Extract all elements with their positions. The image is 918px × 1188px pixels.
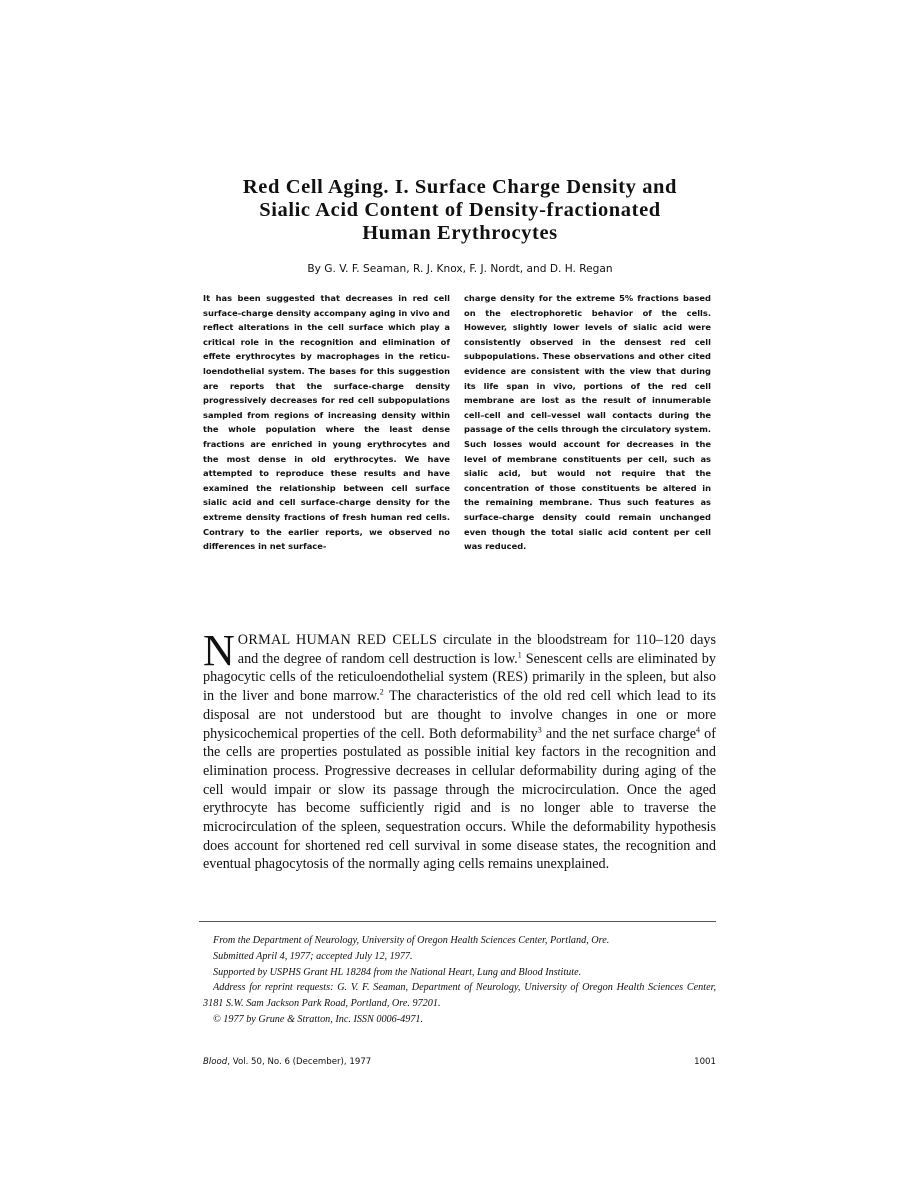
- reference-marker: 2: [379, 687, 384, 697]
- title-line: Sialic Acid Content of Density-fractionated: [259, 199, 661, 221]
- citation-details: , Vol. 50, No. 6 (December), 1977: [227, 1057, 372, 1067]
- title-line: Human Erythrocytes: [362, 222, 558, 244]
- journal-citation: [203, 1057, 371, 1067]
- title-line: Red Cell Aging. I. Surface Charge Density and: [242, 176, 678, 198]
- body-segment: and the net surface charge: [541, 725, 697, 742]
- introduction-paragraph: [203, 626, 717, 874]
- page-number: 1001: [694, 1057, 716, 1067]
- article-title: [200, 176, 720, 245]
- footnote-affiliation: From the Department of Neurology, University of Oregon Health Sciences Center, Portland, Ore.: [213, 935, 610, 946]
- footnote-address: Address for reprint requests: G. V. F. Seaman, Department of Neurology, University of Oregon Health Sciences Center, 3181 S.W. Sam Jackson Park Road, Portland, Ore. 97201.: [203, 982, 716, 1010]
- footnote-submitted: Submitted April 4, 1977; accepted July 12, 1977.: [213, 950, 413, 962]
- body-segment: Senescent cells are eliminated by phagocytic cells of the reticuloendothelial system (RES) primarily in the spleen, but also in the liver and bone marrow.: [203, 650, 716, 705]
- journal-name: Blood: [203, 1057, 228, 1067]
- reference-marker: 1: [517, 649, 522, 659]
- drop-cap: N: [203, 626, 235, 675]
- footnotes: [203, 933, 716, 1028]
- page-footer: [203, 1057, 716, 1067]
- reference-marker: 4: [696, 724, 701, 734]
- footnote-divider: [199, 921, 716, 922]
- reference-marker: 3: [537, 724, 542, 734]
- lead-in-text: ORMAL HUMAN RED CELLS: [237, 632, 438, 648]
- author-byline: By G. V. F. Seaman, R. J. Knox, F. J. Nordt, and D. H. Regan: [307, 263, 613, 275]
- footnote-copyright: © 1977 by Grune & Stratton, Inc. ISSN 0006-4971.: [213, 1013, 424, 1025]
- abstract-left-column: It has been suggested that decreases in red cell surface-charge density accompany aging in vivo and reflect alterations in the cell surface which play a critical role in the recognition and elimination of effete erythrocytes by macrophages in the reticuloendothelial system. The bases for this suggestion are reports that the surface-charge density progressively decreases for red cell subpopulations sampled from regions of increasing density within the whole population where the least dense fractions are enriched in young erythrocytes and the most dense in old erythrocytes. We have attempted to reproduce these results and have examined the relationship between cell surface sialic acid and cell surface-charge density for the extreme density fractions of fresh human red cells. Contrary to the earlier reports, we observed no differences in net surface-: [203, 293, 450, 552]
- footnote-support: Supported by USPHS Grant HL 18284 from the National Heart, Lung and Blood Institute.: [213, 966, 582, 978]
- body-segment: The characteristics of the old red cell which lead to its disposal are not understood but are thought to involve changes in one or more physicochemical properties of the cell. Both deformability: [203, 688, 716, 742]
- body-segment: of the cells are properties postulated as possible initial key factors in the recognition and elimination process. Progressive decreases in cellular deformability during aging of the cell would impair or slow its passage through the microcirculation. Once the aged erythrocyte has become sufficiently rigid and is no longer able to traverse the microcirculation of the spleen, sequestration occurs. While the deformability hypothesis does account for shortened red cell survival in some disease states, the recognition and eventual phagocytosis of the normally aging cells remains unexplained.: [203, 725, 716, 873]
- abstract-right-column: charge density for the extreme 5% fractions based on the electrophoretic behavior of the cells. However, slightly lower levels of sialic acid were consistently observed in the densest red cell subpopulations. These observations and other cited evidence are consistent with the view that during its life span in vivo, portions of the red cell membrane are lost as the result of innumerable cell–cell and cell–vessel wall contacts during the passage of the cells through the circulatory system. Such losses would account for decreases in the level of membrane constituents per cell, such as sialic acid, but would not require that the concentration of those constituents be altered in the remaining membrane. Thus such features as surface-charge density could remain unchanged even though the total sialic acid content per cell was reduced.: [464, 293, 711, 552]
- body-segment: circulate in the bloodstream for 110–120 days and the degree of random cell destruction is low.: [237, 632, 717, 667]
